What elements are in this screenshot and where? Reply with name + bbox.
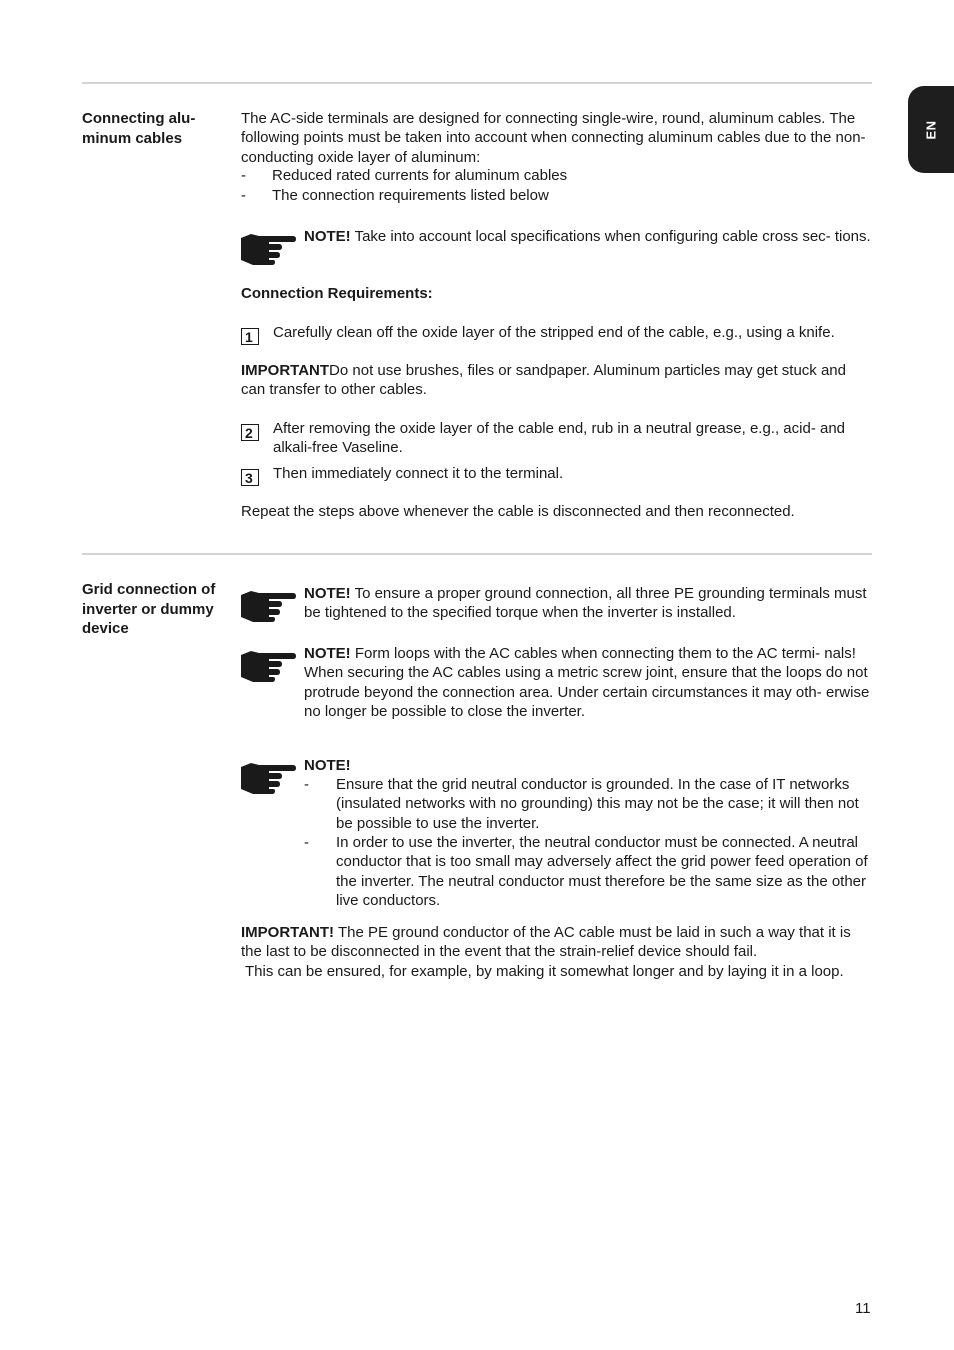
note-neutral-conductor-label: NOTE! xyxy=(304,757,351,774)
requirements-heading: Connection Requirements: xyxy=(241,285,433,302)
language-tab xyxy=(908,86,954,173)
step-text: Carefully clean off the oxide layer of the stripped end of the cable, e.g., using a knife. xyxy=(273,324,835,341)
section-divider-top xyxy=(82,82,872,84)
section-divider xyxy=(82,553,872,555)
note-cable-cross-section: NOTE! Take into account local specifications when configuring cable cross sec- tions. xyxy=(304,228,871,245)
language-tab-label: EN xyxy=(923,119,939,140)
pointing-hand-icon xyxy=(239,759,297,795)
step-number: 3 xyxy=(241,469,259,486)
pointing-hand-icon xyxy=(239,587,297,623)
side-heading-aluminum: Connecting alu- minum cables xyxy=(82,110,196,147)
step-number: 1 xyxy=(241,328,259,345)
pointing-hand-icon xyxy=(239,647,297,683)
important-paragraph: IMPORTANTDo not use brushes, files or sandpaper. Aluminum particles may get stuck and can transfer to other cables. xyxy=(241,362,846,399)
important-pe-conductor: IMPORTANT! The PE ground conductor of the AC cable must be laid in such a way that it is the last to be disconnected in the event that the strain-relief device should fail. This can be ensured, for example, by making it somewhat longer and by laying it in a loop. xyxy=(241,924,851,980)
step-text: Then immediately connect it to the terminal. xyxy=(273,465,564,482)
repeat-paragraph: Repeat the steps above whenever the cable is disconnected and then reconnected. xyxy=(241,503,795,520)
note-ac-cable-loops: NOTE! Form loops with the AC cables when connecting them to the AC termi- nals! When securing the AC cables using a metric screw joint, ensure that the loops do not protrude beyond the connection area. Under certain circumstances it may oth- erwise no longer be possible to close the inverter. xyxy=(304,645,870,721)
page-number: 11 xyxy=(855,1300,871,1317)
step-text: After removing the oxide layer of the cable end, rub in a neutral grease, e.g., acid- and alkali-free Vaseline. xyxy=(273,420,846,457)
pointing-hand-icon xyxy=(239,230,297,266)
intro-paragraph: The AC-side terminals are designed for connecting single-wire, round, aluminum cables. The following points must be taken into account when connecting aluminum cables due to the non-conducting oxide layer of aluminum: xyxy=(241,110,866,166)
note-pe-grounding: NOTE! To ensure a proper ground connection, all three PE grounding terminals must be tightened to the specified torque when the inverter is installed. xyxy=(304,585,867,622)
side-heading-grid-connection: Grid connection of inverter or dummy device xyxy=(82,581,216,638)
step-number: 2 xyxy=(241,424,259,441)
